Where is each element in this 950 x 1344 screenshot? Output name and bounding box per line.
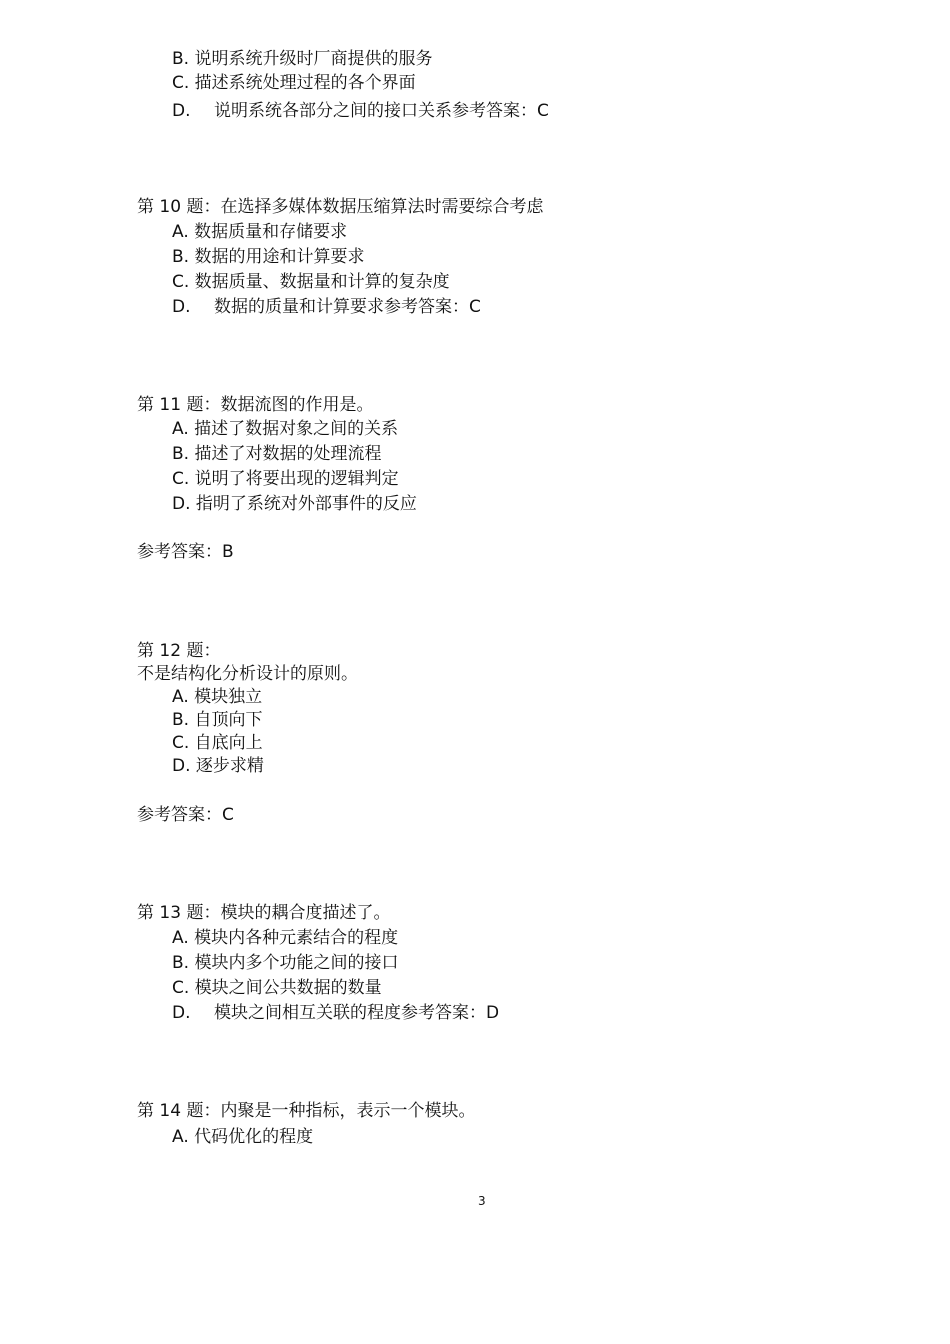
- question-14-title: 第 14 题：内聚是一种指标，表示一个模块。: [137, 1101, 476, 1121]
- q11-option-c: C. 说明了将要出现的逻辑判定: [172, 469, 399, 489]
- q13-option-c: C. 模块之间公共数据的数量: [172, 978, 382, 998]
- q12-option-a: A. 模块独立: [172, 687, 263, 707]
- q11-option-a: A. 描述了数据对象之间的关系: [172, 419, 399, 439]
- question-10-title: 第 10 题：在选择多媒体数据压缩算法时需要综合考虑: [137, 197, 544, 217]
- q13-option-a: A. 模块内各种元素结合的程度: [172, 928, 399, 948]
- q13-option-b: B. 模块内多个功能之间的接口: [172, 953, 399, 973]
- q12-option-b: B. 自顶向下: [172, 710, 263, 730]
- q11-option-b: B. 描述了对数据的处理流程: [172, 444, 382, 464]
- question-13-title: 第 13 题：模块的耦合度描述了。: [137, 903, 391, 923]
- q14-option-a: A. 代码优化的程度: [172, 1127, 314, 1147]
- option-d-letter: D.: [172, 101, 191, 121]
- q11-option-d: D. 指明了系统对外部事件的反应: [172, 494, 417, 514]
- q10-option-d-letter: D.: [172, 297, 191, 317]
- option-b: B. 说明系统升级时厂商提供的服务: [172, 49, 433, 69]
- q12-option-c: C. 自底向上: [172, 733, 263, 753]
- q11-answer: 参考答案：B: [137, 542, 234, 562]
- q13-option-d-with-answer: 模块之间相互关联的程度参考答案：D: [214, 1003, 500, 1023]
- page-number: 3: [478, 1194, 486, 1208]
- q10-option-d-with-answer: 数据的质量和计算要求参考答案：C: [214, 297, 481, 317]
- q12-answer: 参考答案：C: [137, 805, 234, 825]
- question-12-title: 第 12 题：: [137, 641, 221, 661]
- question-11-title: 第 11 题：数据流图的作用是。: [137, 395, 374, 415]
- q13-option-d-letter: D.: [172, 1003, 191, 1023]
- q10-option-a: A. 数据质量和存储要求: [172, 222, 348, 242]
- option-d-with-answer: 说明系统各部分之间的接口关系参考答案：C: [214, 101, 549, 121]
- q12-option-d: D. 逐步求精: [172, 756, 264, 776]
- option-c: C. 描述系统处理过程的各个界面: [172, 73, 416, 93]
- q10-option-c: C. 数据质量、数据量和计算的复杂度: [172, 272, 450, 292]
- q10-option-b: B. 数据的用途和计算要求: [172, 247, 365, 267]
- question-12-stem: 不是结构化分析设计的原则。: [137, 664, 358, 684]
